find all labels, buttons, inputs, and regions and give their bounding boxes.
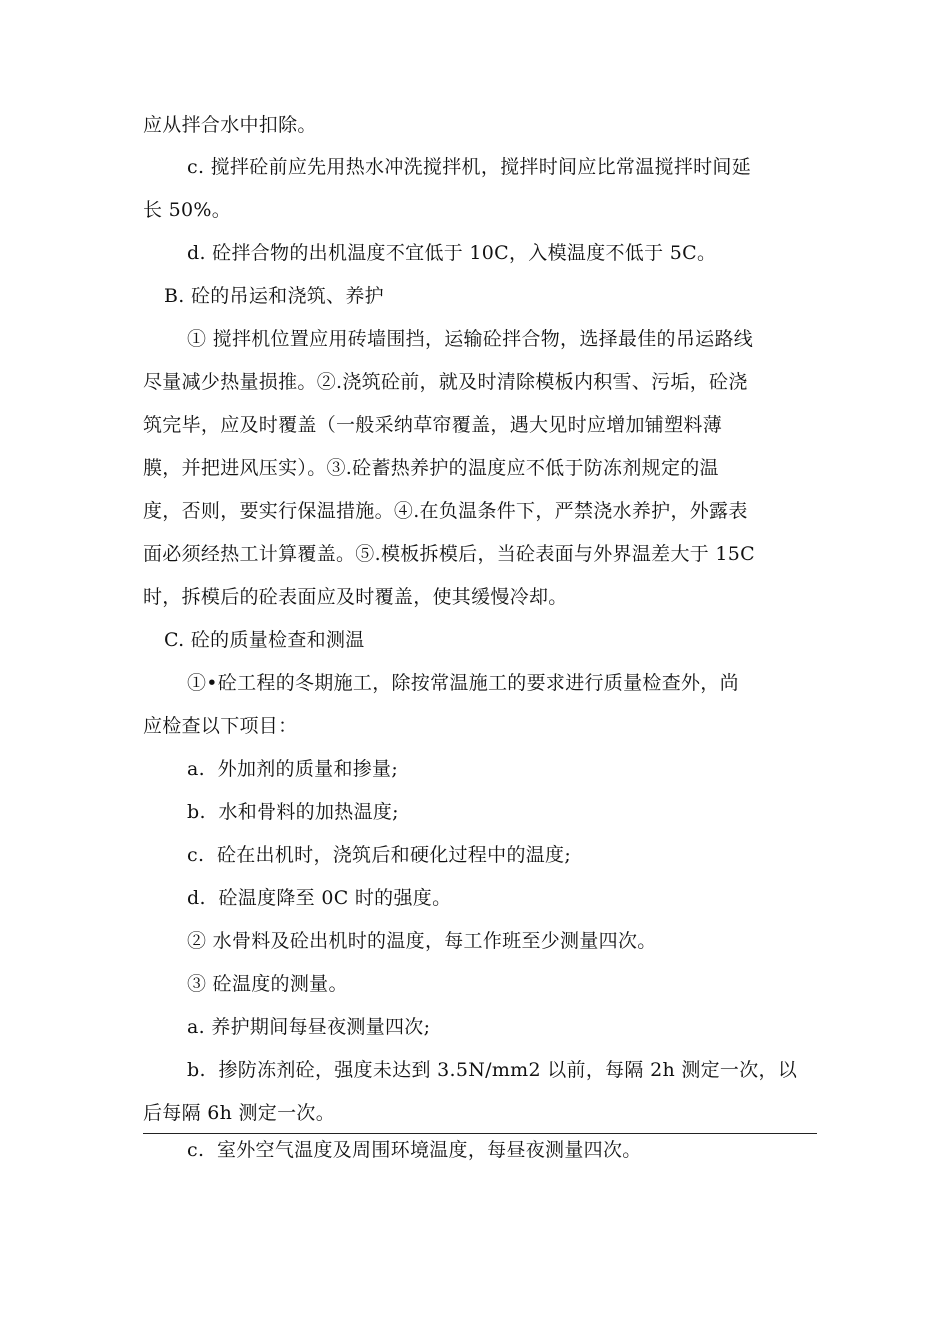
- text-line: c. 搅拌砼前应先用热水冲洗搅拌机，搅拌时间应比常温搅拌时间延: [187, 156, 752, 178]
- text-line: 度，否则，要实行保温措施。④.在负温条件下，严禁浇水养护，外露表: [143, 500, 748, 522]
- horizontal-rule: [143, 1133, 817, 1134]
- text-line: 膜，并把进风压实）。③.砼蓄热养护的温度应不低于防冻剂规定的温: [143, 457, 719, 479]
- list-item: a. 养护期间每昼夜测量四次;: [187, 1016, 431, 1038]
- text-line: ①•砼工程的冬期施工，除按常温施工的要求进行质量检查外，尚: [187, 672, 739, 694]
- list-item: c. 砼在出机时，浇筑后和硬化过程中的温度;: [187, 844, 572, 866]
- text-line: 尽量减少热量损推。②.浇筑砼前，就及时清除模板内积雪、污垢，砼浇: [143, 371, 748, 393]
- list-item: d. 砼温度降至 0C 时的强度。: [187, 887, 452, 909]
- text-line: d. 砼拌合物的出机温度不宜低于 10C，入模温度不低于 5C。: [187, 242, 717, 264]
- list-item: b. 掺防冻剂砼，强度未达到 3.5N/mm2 以前，每隔 2h 测定一次，以: [187, 1059, 798, 1081]
- list-item: c. 室外空气温度及周围环境温度，每昼夜测量四次。: [187, 1139, 642, 1161]
- list-item: b. 水和骨料的加热温度;: [187, 801, 399, 823]
- text-line: 面必须经热工计算覆盖。⑤.模板拆模后，当砼表面与外界温差大于 15C: [143, 543, 755, 565]
- text-line: 应从拌合水中扣除。: [143, 114, 317, 136]
- text-line: 筑完毕，应及时覆盖（一般采纳草帘覆盖，遇大见时应增加铺塑料薄: [143, 414, 723, 436]
- section-heading: B. 砼的吊运和浇筑、养护: [164, 285, 384, 307]
- text-line: 应检查以下项目：: [143, 715, 298, 737]
- list-item: a. 外加剂的质量和掺量;: [187, 758, 399, 780]
- text-line: ③ 砼温度的测量。: [187, 973, 348, 995]
- text-line: ① 搅拌机位置应用砖墙围挡，运输砼拌合物，选择最佳的吊运路线: [187, 328, 754, 350]
- section-heading: C. 砼的质量检查和测温: [164, 629, 365, 651]
- text-line: 时，拆模后的砼表面应及时覆盖，使其缓慢冷却。: [143, 586, 568, 608]
- text-line: 长 50%。: [143, 199, 232, 221]
- text-line: ② 水骨料及砼出机时的温度，每工作班至少测量四次。: [187, 930, 657, 952]
- text-line: 后每隔 6h 测定一次。: [143, 1102, 336, 1124]
